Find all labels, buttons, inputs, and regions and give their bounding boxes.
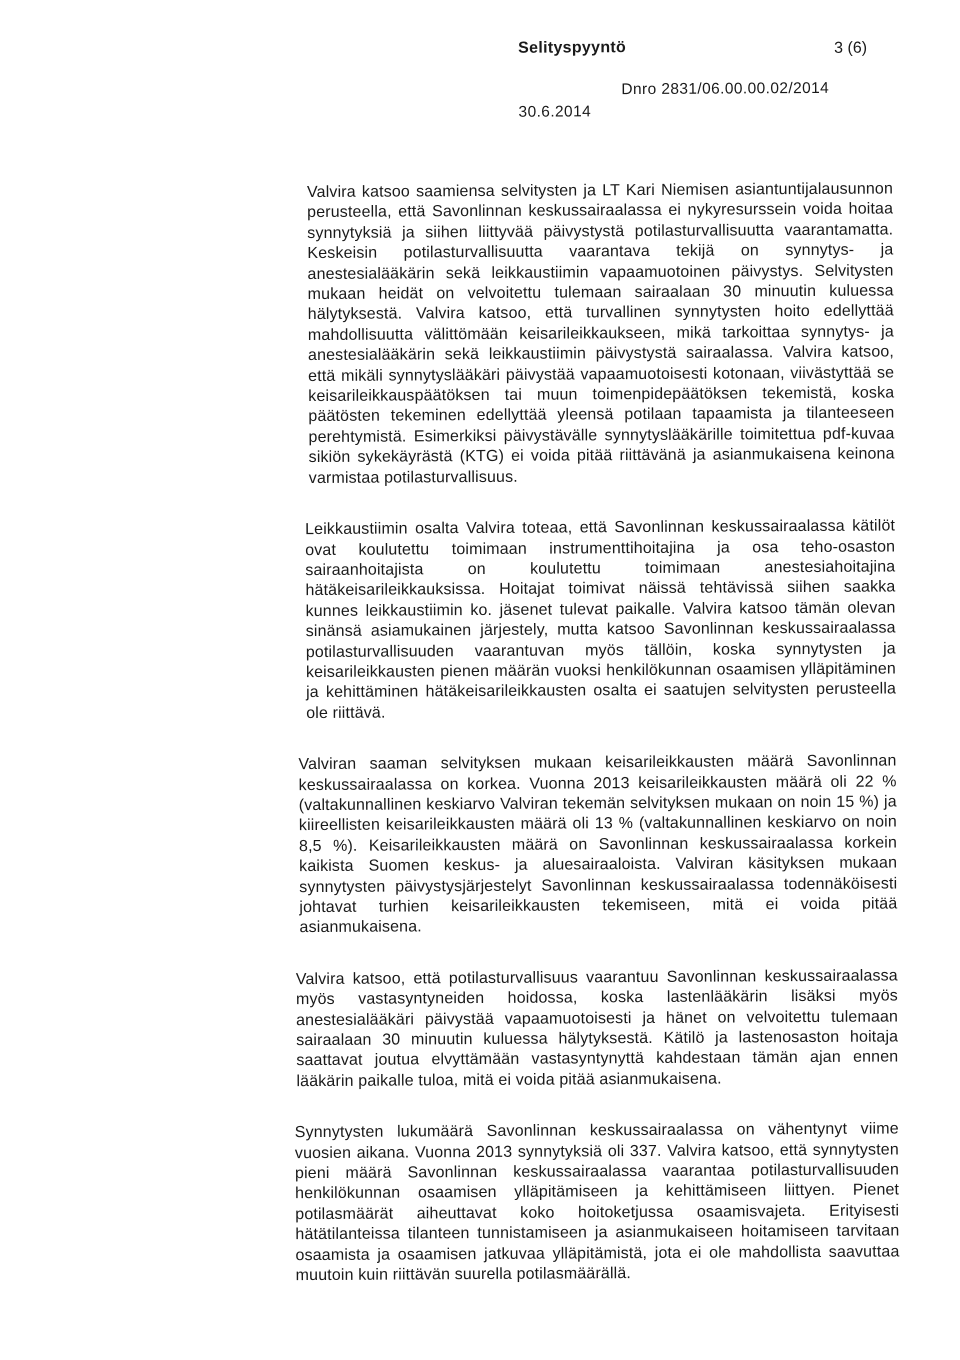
paragraph-3: Valviran saaman selvityksen mukaan keisarileikkausten määrä Savonlinnan keskussairaalassa on korkea. Vuonna 2013 keisarileikkausten määrä oli 22 % (valtakunnallinen keskiarvo Valviran tekemän selvityksen mukaan on noin 15 %) ja kiireellisten keisarileikkausten määrä oli 13 % (valtakunnallinen keskiarvo on noin 8,5 %). Keisarileikkausten määrä on Savonlinnan keskussairaalassa korkein kaikista Suomen keskus- ja aluesairaaloista. Valviran käsityksen mukaan synnytysten päivystysjärjestelyt Savonlinnan keskussairaalassa todennäköisesti johtavat turhien keisarileikkausten tekemiseen, mitä ei voida pitää asianmukaisena. — [298, 752, 898, 937]
paragraph-5: Synnytysten lukumäärä Savonlinnan keskussairaalassa on vähentynyt viime vuosien aikana. Vuonna 2013 synnytyksiä oli 337. Valvira katsoo, että synnytysten pieni määrä Savonlinnan keskussairaalassa vaarantaa potilasturvallisuuden henkilökunnan osaamisen ylläpitämiseen ja kehittämiseen liittyen. Pienet potilasmäärät aiheuttavat koko hoitoketjussa osaamisvajeta. Erityisesti hätätilanteissa tilanteen tunnistamiseen ja asianmukaiseen hoitamiseen tarvitaan osaamista ja osaamisen jatkuvaa ylläpitämistä, jota ei ole mahdollista saavuttaa muutoin kuin riittävän suurella potilasmäärällä. — [294, 1120, 900, 1285]
document-date: 30.6.2014 — [518, 103, 592, 121]
paragraph-4: Valvira katsoo, että potilasturvallisuus vaarantuu Savonlinnan keskussairaalassa myös vastasyntyneiden hoidossa, koska lastenlääkärin lisäksi myös anestesialääkäri päivystää vapaamuotoisesti ja hänet on velvoitettu tulemaan sairaalaan 30 minuutin kuluessa hälytyksestä. Kätilö ja lastenosaston hoitaja saattavat joutua elvyttämään vastasyntynyttä kahdestaan tämän ajan ennen lääkärin paikalle tuloa, mitä ei voida pitää asianmukaisena. — [295, 967, 899, 1090]
document-title: Selityspyyntö — [518, 39, 627, 57]
document-body — [294, 179, 900, 1317]
document-number: Dnro 2831/06.00.00.02/2014 — [621, 79, 830, 99]
paragraph-2: Leikkaustiimin osalta Valvira toteaa, että Savonlinnan keskussairaalassa kätilöt ovat koulutettu toimimaan instrumenttihoitajina ja osa teho-osaston sairaanhoitajista on koulutettu toimimaan anestesiahoitajina hätäkeisarileikkauksissa. Hoitajat toimivat näissä tehtävissä siihen saakka kunnes leikkaustiimin ko. jäsenet tulevat paikalle. Valvira katsoo tämän olevan sinänsä asiamukainen järjestely, mutta katsoo Savonlinnan keskussairaalassa potilasturvallisuuden vaarantuvan myös tällöin, koska synnytysten ja keisarileikkausten pienen määrän vuoksi henkilökunnan osaamisen ylläpitäminen ja kehittäminen hätäkeisarileikkausten osalta ei saatujen selvitysten perusteella ole riittävä. — [305, 517, 897, 722]
paragraph-1: Valvira katsoo saamiensa selvitysten ja LT Kari Niemisen asiantuntijalausunnon perusteella, että Savonlinnan keskussairaalassa ei nykyresurssein voida hoitaa synnytyksiä ja siihen liittyvää päivystystä potilasturvallisuutta vaarantamatta. Keskeisin potilasturvallisuutta vaarantava tekijä on synnytys- ja anestesialääkärin sekä leikkaustiimin vapaamuotoinen päivystys. Selvitysten mukaan heidät on velvoitettu tulemaan sairaalaan 30 minuutin kuluessa hälytyksestä. Valvira katsoo, että turvallinen synnytysten hoito edellyttää mahdollisuutta välittömään keisarileikkaukseen, mikä tarkoittaa synnytys- ja anestesialääkärin sekä leikkaustiimin päivystystä sairaalassa. Valvira katsoo, että mikäli synnytyslääkäri päivystää vapaamuotoisesti kotonaan, viivästyttää se keisarileikkauspäätöksen tai muun toimenpidepäätöksen tekemistä, koska päätösten tekeminen edellyttää yleensä potilaan tapaamista ja tilanteeseen perehtymistä. Esimerkiksi päivystävälle synnytyslääkärille toimitettua pdf-kuvaa sikiön sykekäyrästä (KTG) ei voida pitää riittävänä ja asianmukaisena keinona varmistaa potilasturvallisuus. — [306, 180, 895, 487]
page-number: 3 (6) — [834, 39, 868, 57]
